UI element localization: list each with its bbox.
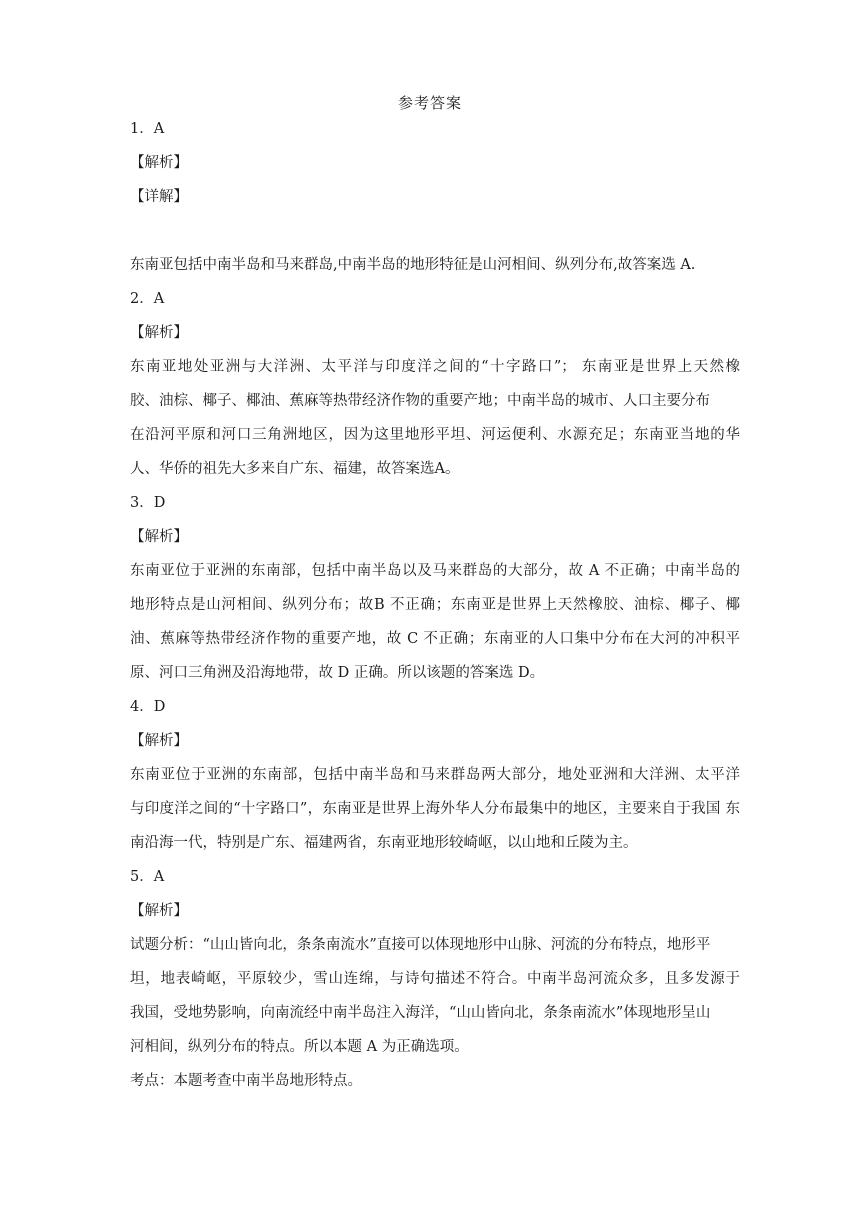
page-title: 参考答案 — [397, 94, 462, 112]
text-line: 【解析】 — [130, 733, 188, 749]
text-line: 油、蕉麻等热带经济作物的重要产地，故 C 不正确；东南亚的人口集中分布在大河的冲积平 — [130, 631, 740, 647]
text-line: 【解析】 — [130, 903, 188, 919]
text-line: 坦，地表崎岖，平原较少，雪山连绵，与诗句描述不符合。中南半岛河流众多，且多发源于 — [130, 971, 740, 987]
text-line: 3．D — [130, 495, 166, 511]
text-line: 原、河口三角洲及沿海地带，故 D 正确。所以该题的答案选 D。 — [130, 665, 545, 681]
text-line: 东南亚包括中南半岛和马来群岛,中南半岛的地形特征是山河相间、纵列分布,故答案选 A. — [130, 257, 696, 273]
text-line: 【详解】 — [130, 189, 188, 205]
text-line: 【解析】 — [130, 529, 188, 545]
blank-line — [130, 220, 740, 242]
text-line: 1．A — [130, 121, 165, 137]
text-line: 【解析】 — [130, 155, 188, 171]
text-line: 东南亚位于亚洲的东南部，包括中南半岛和马来群岛两大部分，地处亚洲和大洋洲、太平洋 — [130, 767, 740, 783]
text-line: 5．A — [130, 869, 165, 885]
text-line: 东南亚位于亚洲的东南部，包括中南半岛以及马来群岛的大部分，故 A 不正确；中南半岛的 — [130, 563, 740, 579]
text-line: 【解析】 — [130, 325, 188, 341]
text-line: 地形特点是山河相间、纵列分布；故B 不正确；东南亚是世界上天然橡胶、油棕、椰子、椰 — [130, 597, 740, 613]
text-line: 2．A — [130, 291, 165, 307]
text-line: 4．D — [130, 699, 166, 715]
text-line: 与印度洋之间的“十字路口”，东南亚是世界上海外华人分布最集中的地区，主要来自于我国 东 — [130, 801, 740, 817]
text-line: 人、华侨的祖先大多来自广东、福建，故答案选A。 — [130, 461, 460, 477]
text-line: 试题分析：“山山皆向北，条条南流水”直接可以体现地形中山脉、河流的分布特点，地形平 — [130, 937, 711, 953]
text-line: 东南亚地处亚洲与大洋洲、太平洋与印度洋之间的“十字路口”； 东南亚是世界上天然橡 — [130, 359, 740, 375]
text-line: 在沿河平原和河口三角洲地区，因为这里地形平坦、河运便利、水源充足；东南亚当地的华 — [130, 427, 740, 443]
text-line: 考点：本题考查中南半岛地形特点。 — [130, 1073, 362, 1089]
text-line: 河相间，纵列分布的特点。所以本题 A 为正确选项。 — [130, 1039, 469, 1055]
text-line: 南沿海一代，特别是广东、福建两省，东南亚地形较崎岖，以山地和丘陵为主。 — [130, 835, 638, 851]
text-line: 我国，受地势影响，向南流经中南半岛注入海洋，“山山皆向北，条条南流水”体现地形呈山 — [130, 1005, 711, 1021]
answer-content — [130, 118, 740, 1104]
text-line: 胶、油棕、椰子、椰油、蕉麻等热带经济作物的重要产地；中南半岛的城市、人口主要分布 — [130, 393, 710, 409]
